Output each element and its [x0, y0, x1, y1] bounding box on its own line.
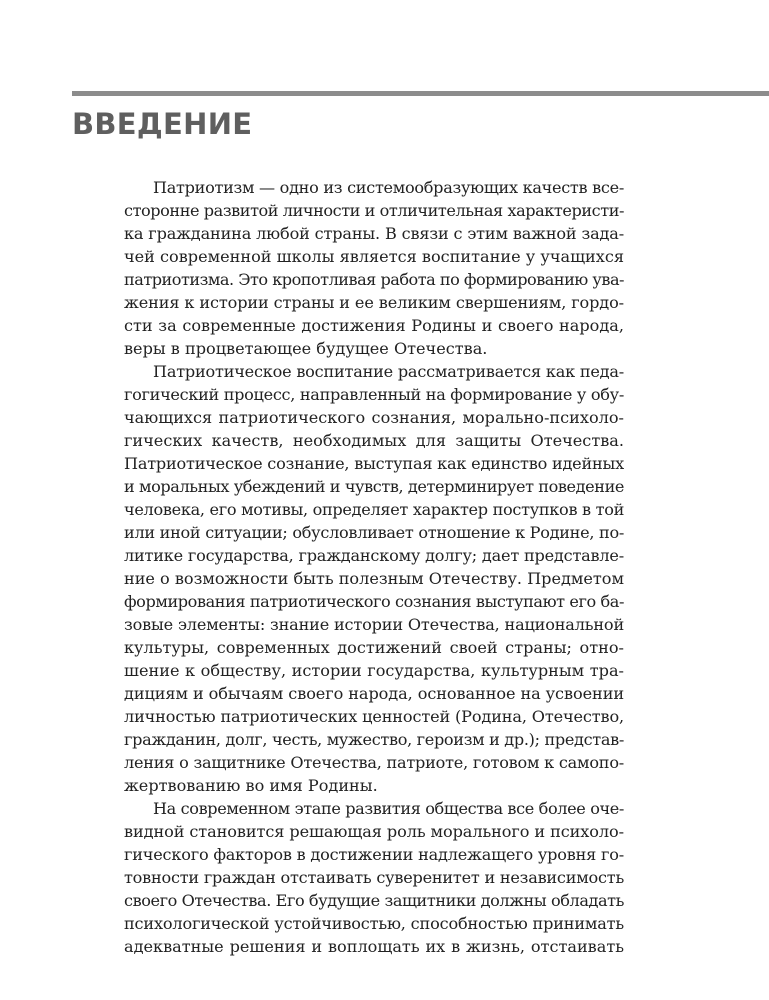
- paragraph-3: [124, 797, 624, 958]
- text-line: Патриотическое воспитание рассматривается как педа-: [153, 362, 624, 381]
- text-line: гических качеств, необходимых для защиты Отечества.: [124, 431, 624, 450]
- text-line: жертвованию во имя Родины.: [124, 776, 378, 795]
- text-line: гического факторов в достижении надлежащего уровня го-: [124, 845, 624, 864]
- text-line: ка гражданина любой страны. В связи с этим важной зада-: [124, 224, 624, 243]
- text-line: культуры, современных достижений своей страны; отно-: [124, 638, 624, 657]
- text-line: литике государства, гражданскому долгу; дает представле-: [124, 546, 624, 565]
- text-line: сти за современные достижения Родины и своего народа,: [124, 316, 624, 335]
- text-line: Патриотическое сознание, выступая как единство идейных: [124, 454, 624, 473]
- text-line: формирования патриотического сознания выступают его ба-: [124, 592, 624, 611]
- text-line: товности граждан отстаивать суверенитет и независимость: [124, 868, 625, 887]
- paragraph-2: [124, 360, 624, 797]
- text-line: Патриотизм — одно из системообразующих качеств все-: [153, 178, 624, 197]
- text-line: и моральных убеждений и чувств, детерминирует поведение: [124, 477, 624, 496]
- text-line: веры в процветающее будущее Отечества.: [124, 339, 488, 358]
- text-line: человека, его мотивы, определяет характер поступков в той: [124, 500, 624, 519]
- text-line: патриотизма. Это кропотливая работа по формированию ува-: [124, 270, 624, 289]
- text-line: ние о возможности быть полезным Отечеству. Предметом: [124, 569, 624, 588]
- text-line: адекватные решения и воплощать их в жизнь, отстаивать: [124, 937, 624, 956]
- text-line: дициям и обычаям своего народа, основанное на усвоении: [124, 684, 624, 703]
- text-line: или иной ситуации; обусловливает отношение к Родине, по-: [124, 523, 624, 542]
- text-line: видной становится решающая роль морального и психоло-: [124, 822, 624, 841]
- text-line: жения к истории страны и ее великим свершениям, гордо-: [124, 293, 624, 312]
- text-line: гогический процесс, направленный на формирование у обу-: [124, 385, 624, 404]
- text-line: гражданин, долг, честь, мужество, героизм и др.); представ-: [124, 730, 624, 749]
- text-line: чей современной школы является воспитание у учащихся: [124, 247, 624, 266]
- text-line: сторонне развитой личности и отличительная характеристи-: [124, 201, 624, 220]
- text-line: ления о защитнике Отечества, патриоте, готовом к самопо-: [124, 753, 624, 772]
- text-line: чающихся патриотического сознания, морально-психоло-: [124, 408, 624, 427]
- top-divider: [72, 91, 769, 96]
- text-line: зовые элементы: знание истории Отечества, национальной: [124, 615, 624, 634]
- paragraph-1: [124, 176, 624, 360]
- body-text: [124, 176, 624, 958]
- text-line: личностью патриотических ценностей (Родина, Отечество,: [124, 707, 624, 726]
- text-line: шение к обществу, истории государства, культурным тра-: [124, 661, 624, 680]
- text-line: своего Отечества. Его будущие защитники должны обладать: [124, 891, 624, 910]
- text-line: психологической устойчивостью, способностью принимать: [124, 914, 624, 933]
- page-title: ВВЕДЕНИЕ: [72, 107, 253, 141]
- text-line: На современном этапе развития общества все более оче-: [153, 799, 624, 818]
